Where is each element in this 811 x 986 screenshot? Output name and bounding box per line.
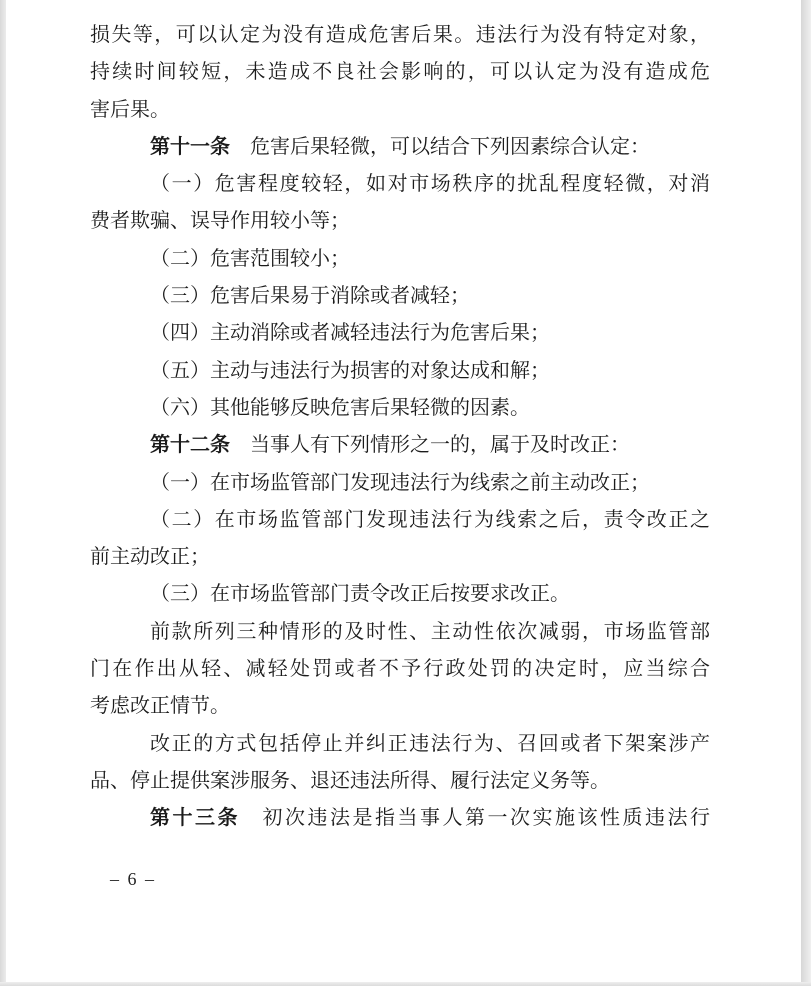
line-text: （五）主动与违法行为损害的对象达成和解；: [150, 359, 550, 382]
document-line: [90, 54, 710, 91]
document-line: [90, 315, 710, 352]
document-line: [90, 800, 710, 837]
document-line: [90, 465, 710, 502]
page-edge-bottom: [0, 982, 811, 986]
line-text: 门在作出从轻、减轻处罚或者不予行政处罚的决定时，应当综合: [90, 658, 710, 681]
line-text: （一）危害程度较轻，如对市场秩序的扰乱程度轻微，对消: [150, 173, 710, 196]
document-line: [90, 92, 710, 129]
line-text: 考虑改正情节。: [90, 695, 230, 718]
document-line: [90, 576, 710, 613]
line-text: 改正的方式包括停止并纠正违法行为、召回或者下架案涉产: [150, 732, 710, 755]
article-number: 第十二条: [150, 434, 230, 457]
document-line: [90, 502, 710, 539]
document-line: [90, 726, 710, 763]
document-line: [90, 651, 710, 688]
document-line: [90, 353, 710, 390]
document-line: [90, 166, 710, 203]
document-body: [90, 17, 710, 838]
line-text: （三）危害后果易于消除或者减轻；: [150, 285, 470, 308]
document-line: [90, 539, 710, 576]
line-text: （六）其他能够反映危害后果轻微的因素。: [150, 396, 530, 419]
line-text: （四）主动消除或者减轻违法行为危害后果；: [150, 322, 550, 345]
document-line: [90, 763, 710, 800]
line-text: 前主动改正；: [90, 546, 210, 569]
page-edge-right: [801, 0, 811, 986]
page-edge-left: [0, 0, 6, 986]
line-text: （三）在市场监管部门责令改正后按要求改正。: [150, 583, 570, 606]
page-number: – 6 –: [110, 869, 156, 889]
document-line: [90, 390, 710, 427]
document-line: [90, 203, 710, 240]
article-number: 第十一条: [150, 135, 230, 158]
document-line: [90, 688, 710, 725]
line-text: 初次违法是指当事人第一次实施该性质违法行: [240, 807, 710, 830]
line-text: 当事人有下列情形之一的，属于及时改正：: [230, 434, 630, 457]
line-text: （一）在市场监管部门发现违法行为线索之前主动改正；: [150, 471, 650, 494]
document-line: [90, 17, 710, 54]
document-line: [90, 427, 710, 464]
article-number: 第十三条: [150, 807, 240, 830]
document-line: [90, 129, 710, 166]
line-text: 前款所列三种情形的及时性、主动性依次减弱，市场监管部: [150, 620, 710, 643]
document-line: [90, 241, 710, 278]
line-text: （二）危害范围较小；: [150, 247, 350, 270]
line-text: 品、停止提供案涉服务、退还违法所得、履行法定义务等。: [90, 769, 610, 792]
line-text: 害后果。: [90, 98, 170, 121]
line-text: 损失等，可以认定为没有造成危害后果。违法行为没有特定对象，: [90, 24, 710, 46]
line-text: 危害后果轻微，可以结合下列因素综合认定：: [230, 135, 650, 158]
line-text: （二）在市场监管部门发现违法行为线索之后，责令改正之: [150, 508, 710, 531]
document-line: [90, 278, 710, 315]
line-text: 持续时间较短，未造成不良社会影响的，可以认定为没有造成危: [90, 61, 710, 84]
line-text: 费者欺骗、误导作用较小等；: [90, 210, 350, 233]
document-line: [90, 614, 710, 651]
